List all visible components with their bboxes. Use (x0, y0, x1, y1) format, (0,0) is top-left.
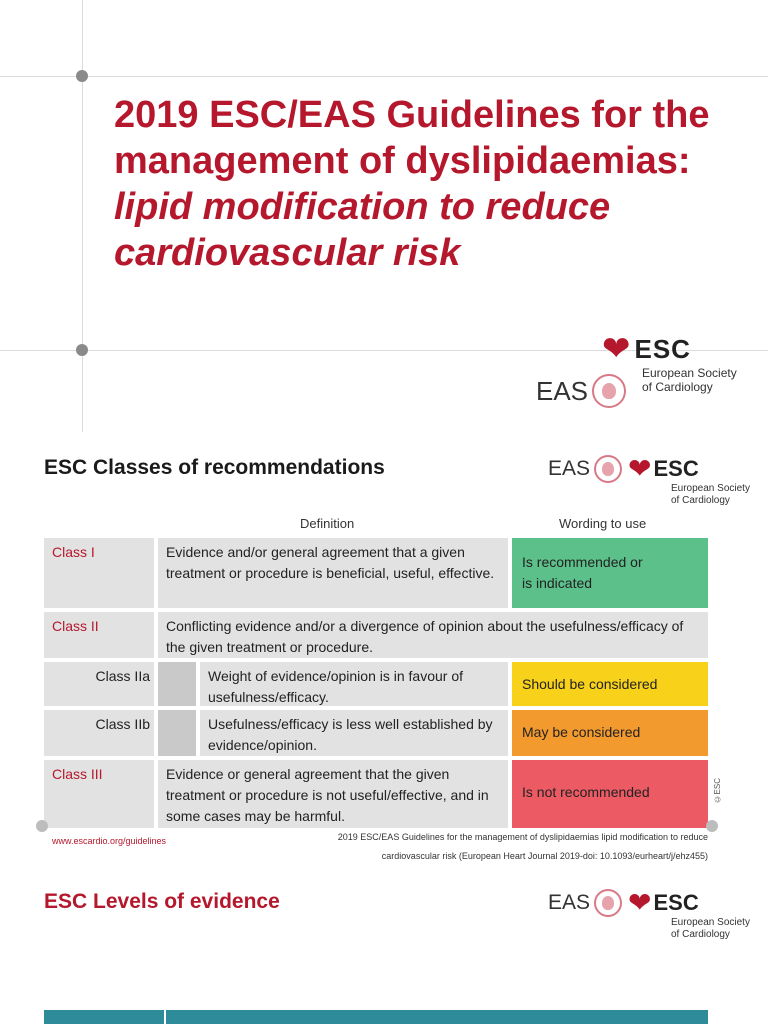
society-line-1: European Society (642, 366, 737, 380)
definition-cell: Evidence and/or general agreement that a given treatment or procedure is beneficial, useful, effective. (158, 538, 508, 608)
eas-emblem-icon (594, 889, 622, 917)
society-line-2: of Cardiology (671, 929, 730, 940)
society-line-1: European Society (671, 483, 750, 494)
esc-society-name (671, 917, 750, 941)
guide-line-vertical (82, 0, 83, 432)
eas-logo-word: EAS (536, 375, 589, 406)
heart-icon: ❤ (628, 887, 652, 918)
definition-cell: Evidence or general agreement that the given treatment or procedure is not useful/effective, and in some cases may be harmful. (158, 760, 508, 828)
esc-society-name (642, 366, 737, 394)
esc-logo-word: ESC (634, 333, 691, 364)
citation-line-1: 2019 ESC/EAS Guidelines for the management of dyslipidaemias lipid modification to reduce (337, 832, 708, 842)
society-line-2: of Cardiology (642, 380, 713, 394)
indent-cell (158, 710, 196, 756)
definition-cell: Conflicting evidence and/or a divergence of opinion about the usefulness/efficacy of the given treatment or procedure. (158, 612, 708, 658)
heart-icon: ❤ (602, 330, 631, 368)
esc-logo-word: ESC (653, 889, 699, 915)
levels-table-header (44, 1010, 708, 1024)
table-row-class-i (44, 538, 708, 608)
column-header-wording: Wording to use (559, 516, 647, 531)
classes-slide (0, 432, 768, 864)
page-title (114, 92, 724, 276)
title-italic: lipid modification to reduce cardiovascular risk (114, 186, 611, 274)
title-regular: 2019 ESC/EAS Guidelines for the management of dyslipidaemias: (114, 94, 710, 182)
definition-cell: Usefulness/efficacy is less well established by evidence/opinion. (200, 710, 508, 756)
wording-cell: Is not recommended (512, 760, 708, 828)
wording-cell: Is recommended or is indicated (512, 538, 708, 608)
table-divider (164, 1010, 166, 1024)
title-slide (0, 0, 768, 432)
guidelines-link[interactable]: www.escardio.org/guidelines (52, 836, 167, 846)
eas-logo (536, 374, 626, 408)
indent-cell (158, 662, 196, 706)
citation-line-2: cardiovascular risk (European Heart Journal 2019-doi: 10.1093/eurheart/j/ehz455) (381, 851, 708, 861)
eas-logo-word: EAS (548, 456, 591, 480)
eas-emblem-icon (594, 455, 622, 483)
table-row-class-iii (44, 760, 708, 828)
slide-title: ESC Levels of evidence (44, 890, 280, 913)
esc-logo (602, 332, 691, 366)
guide-dot-top (76, 70, 88, 82)
table-row-class-iib (44, 710, 708, 756)
guide-dot-bottom (76, 344, 88, 356)
levels-slide (0, 864, 768, 1024)
esc-society-name (671, 483, 750, 507)
citation (288, 828, 708, 864)
class-label: Class IIa (44, 662, 154, 706)
slide-title: ESC Classes of recommendations (44, 456, 385, 479)
table-row-class-iia (44, 662, 708, 706)
society-line-1: European Society (671, 917, 750, 928)
guide-dot-left (36, 820, 48, 832)
class-label: Class II (44, 612, 154, 658)
eas-esc-logo (548, 452, 699, 485)
definition-cell: Weight of evidence/opinion is in favour of usefulness/efficacy. (200, 662, 508, 706)
society-line-2: of Cardiology (671, 495, 730, 506)
copyright-mark: ©ESC (713, 778, 722, 804)
guide-line-top (0, 76, 768, 77)
column-header-definition: Definition (300, 516, 355, 531)
esc-logo-word: ESC (653, 455, 699, 481)
class-label: Class IIb (44, 710, 154, 756)
table-row-class-ii (44, 612, 708, 658)
eas-esc-logo (548, 886, 699, 919)
wording-cell: May be considered (512, 710, 708, 756)
class-label: Class III (44, 760, 154, 828)
wording-cell: Should be considered (512, 662, 708, 706)
class-label: Class I (44, 538, 154, 608)
eas-logo-word: EAS (548, 890, 591, 914)
eas-emblem-icon (592, 374, 626, 408)
heart-icon: ❤ (628, 453, 652, 484)
